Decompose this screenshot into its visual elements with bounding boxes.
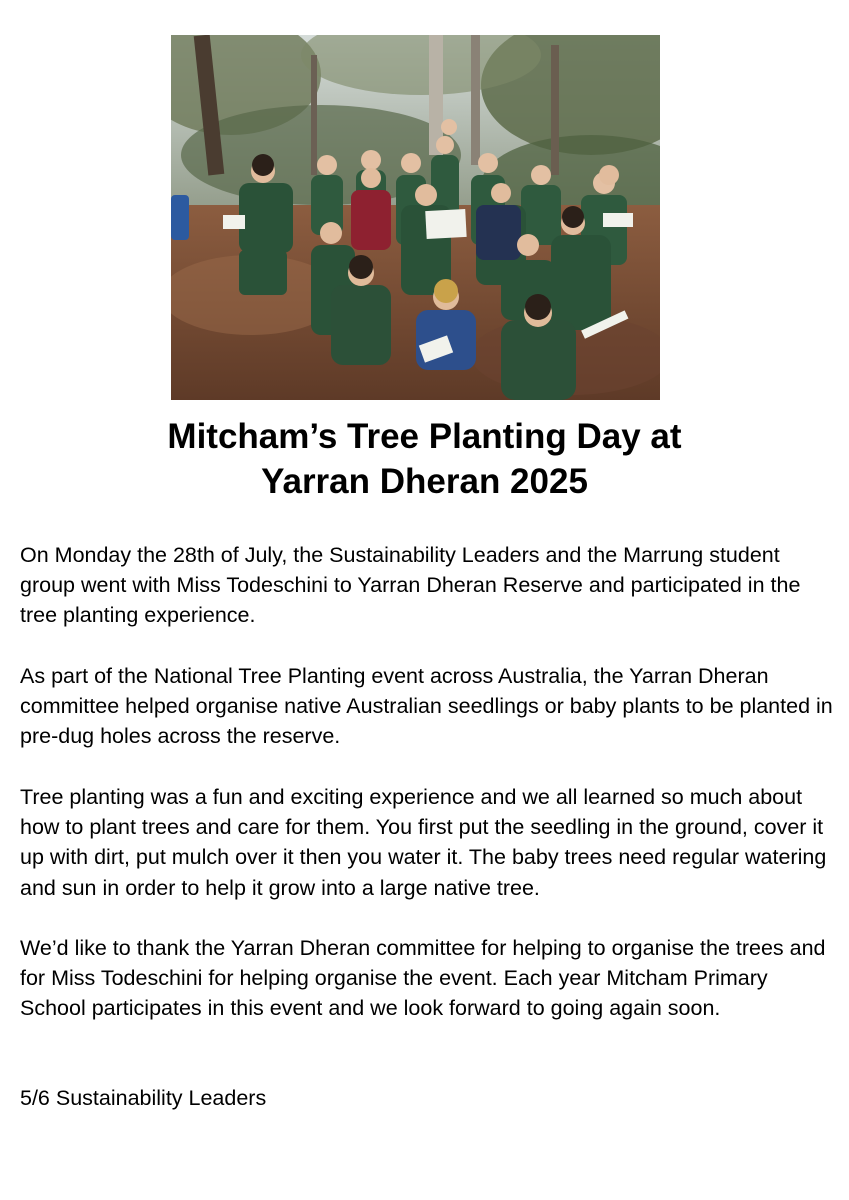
paragraph-thanks: We’d like to thank the Yarran Dheran committee for helping to organise the trees and for Miss Todeschini for helping organise the event. Each year Mitcham Primary School participates in this event and we look forward to going again soon. — [20, 936, 826, 1021]
group-photo — [171, 35, 660, 400]
title-line-1: Mitcham’s Tree Planting Day at — [167, 417, 682, 456]
paragraph-experience: Tree planting was a fun and exciting experience and we all learned so much about how to plant trees and care for them. You first put the seedling in the ground, cover it up with dirt, put mulch over it then you water it. The baby trees need regular watering and sun in order to help it grow into a large native tree. — [20, 785, 827, 900]
title-line-2: Yarran Dheran 2025 — [261, 462, 588, 501]
paragraph-national-event: As part of the National Tree Planting event across Australia, the Yarran Dheran committee helped organise native Australian seedlings or baby plants to be planted in pre-dug holes across the reserve. — [20, 664, 833, 749]
article-title — [0, 414, 849, 504]
students-tree-planting-photo-icon — [171, 35, 660, 400]
signature: 5/6 Sustainability Leaders — [20, 1086, 267, 1110]
paragraph-intro: On Monday the 28th of July, the Sustainability Leaders and the Marrung student group went with Miss Todeschini to Yarran Dheran Reserve and participated in the tree planting experience. — [20, 543, 801, 628]
